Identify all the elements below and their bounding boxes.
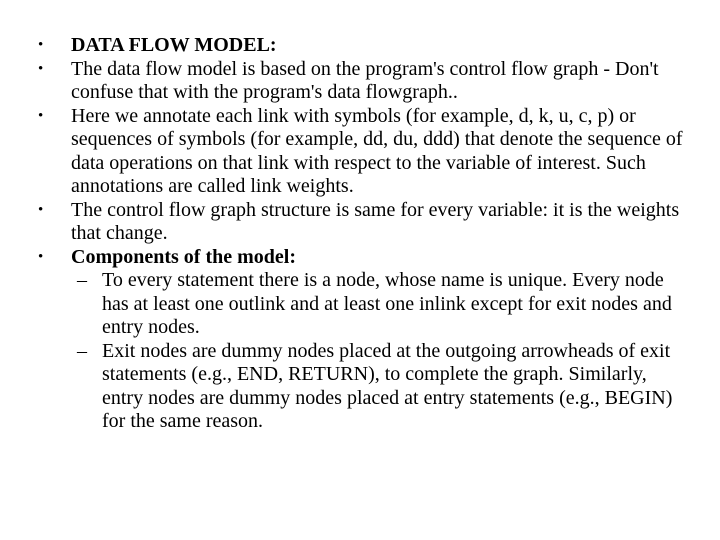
- sub-bullet-marker: –: [77, 339, 87, 362]
- bullet-marker: •: [38, 107, 44, 124]
- sub-bullet-item-exit-entry-nodes: [77, 340, 688, 434]
- sub-bullet-list: [77, 269, 688, 434]
- bullet-item-link-weights: [38, 105, 688, 199]
- bullet-text: The control flow graph structure is same for every variable: it is the weights that change.: [71, 198, 680, 244]
- bullet-item-structure-same: [38, 199, 688, 246]
- bullet-marker: •: [38, 201, 44, 218]
- bullet-marker: •: [38, 37, 44, 53]
- bullet-item-based-on-control-flow: [38, 58, 688, 105]
- sub-bullet-text: To every statement there is a node, whose name is unique. Every node has at least one outlink and at least one inlink except for exit nodes and entry nodes.: [102, 269, 672, 338]
- sub-bullet-marker: –: [77, 269, 87, 291]
- bullet-item-data-flow-model: [38, 34, 688, 58]
- bullet-marker: •: [38, 248, 44, 265]
- bullet-text: Here we annotate each link with symbols (for example, d, k, u, c, p) or sequences of symbols (for example, dd, du, ddd) that denote the sequence of data operations on that link with respect to the variable of interest. Such annotations are called link weights.: [71, 104, 683, 197]
- bullet-heading-data-flow-model: DATA FLOW MODEL:: [71, 34, 277, 56]
- sub-bullet-item-statement-node: [77, 269, 688, 340]
- bullet-text: The data flow model is based on the program's control flow graph - Don't confuse that with the program's data flowgraph..: [71, 57, 659, 103]
- bullet-heading-components: Components of the model:: [71, 245, 296, 268]
- bullet-marker: •: [38, 60, 44, 77]
- bullet-item-components: [38, 246, 688, 434]
- bullet-list: [38, 34, 688, 434]
- sub-bullet-text: Exit nodes are dummy nodes placed at the outgoing arrowheads of exit statements (e.g., END, RETURN), to complete the graph. Similarly, entry nodes are dummy nodes placed at entry statements (e.g., BEGIN) for the same reason.: [102, 339, 673, 432]
